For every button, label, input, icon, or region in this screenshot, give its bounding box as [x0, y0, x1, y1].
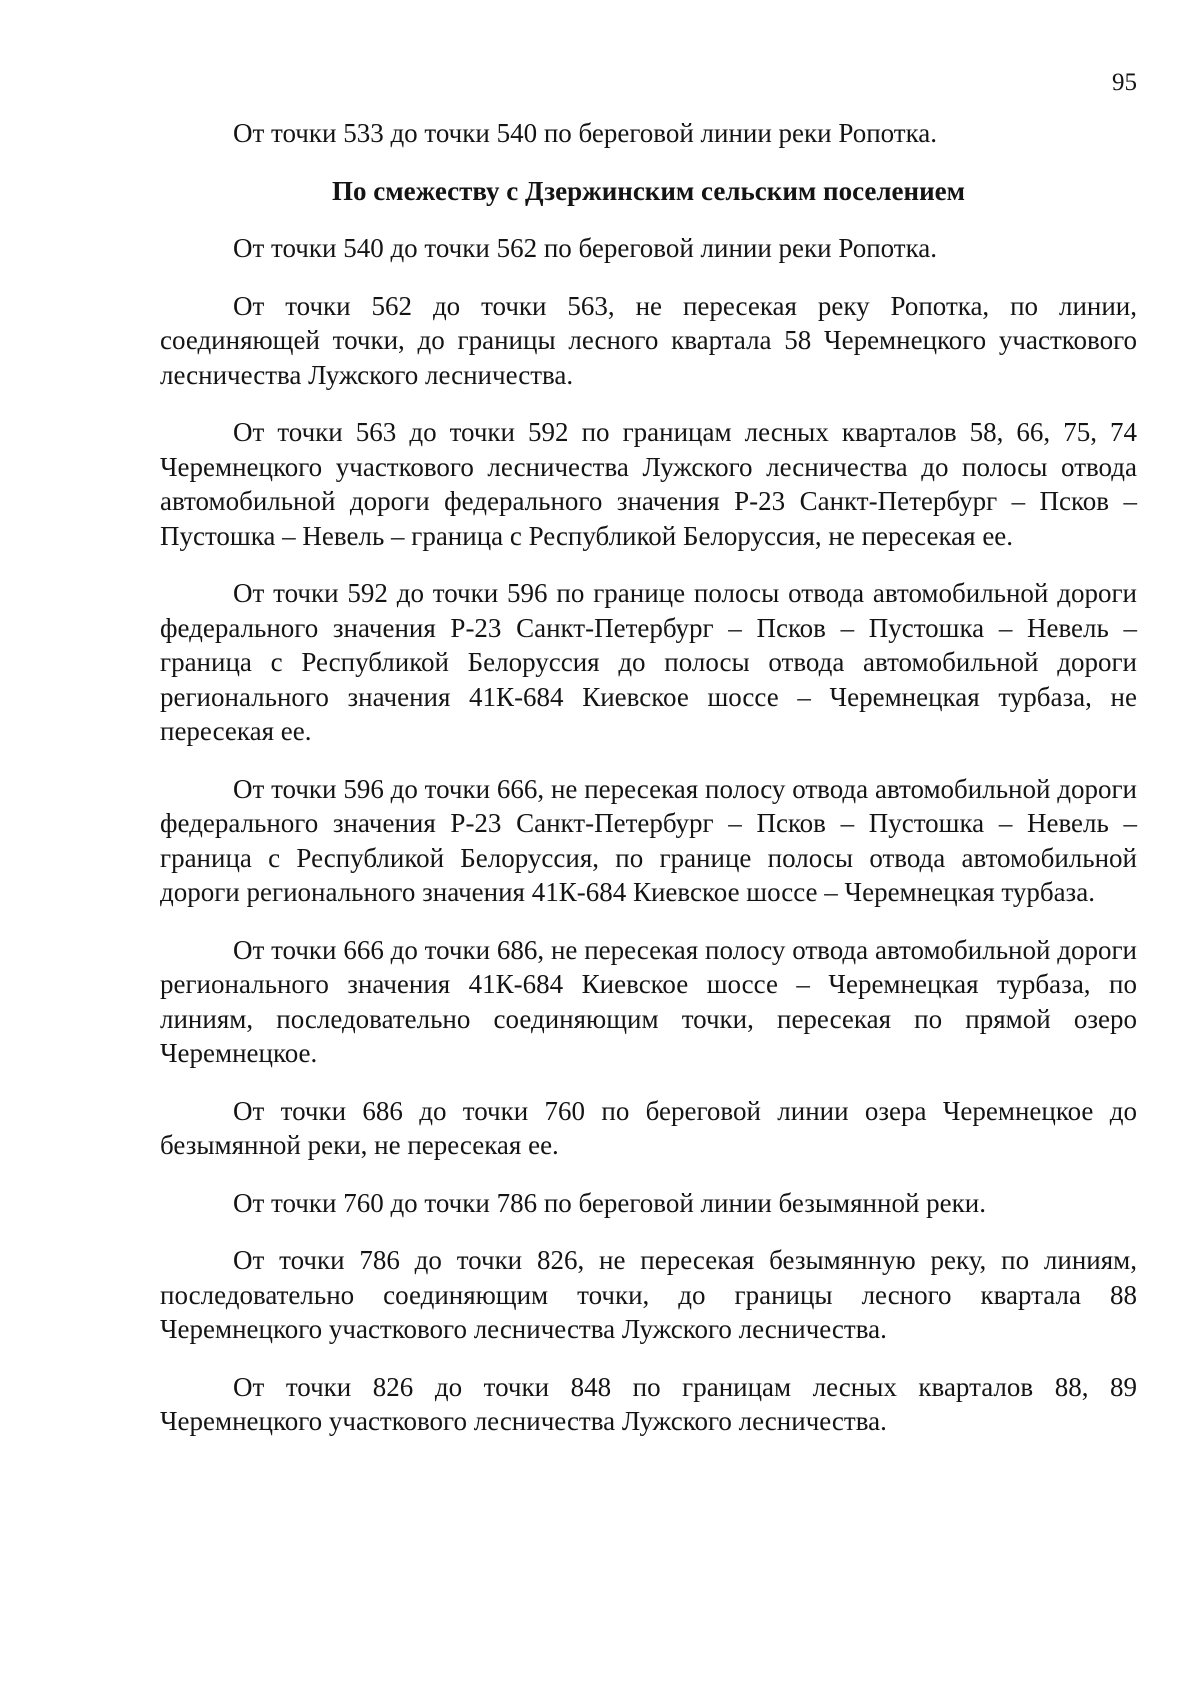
- page-number: 95: [1112, 69, 1137, 96]
- paragraph-2: От точки 540 до точки 562 по береговой линии реки Ропотка.: [233, 233, 938, 263]
- paragraph-9: От точки 760 до точки 786 по береговой линии безымянной реки.: [233, 1187, 986, 1218]
- paragraph-11: От точки 826 до точки 848 по границам лесных кварталов 88, 89 Черемнецкого участкового лесничества Лужского лесничества.: [160, 1371, 1137, 1436]
- paragraph-1: От точки 533 до точки 540 по береговой линии реки Ропотка.: [233, 118, 938, 148]
- paragraph-3: От точки 562 до точки 563, не пересекая реку Ропотка, по линии, соединяющей точки, до границы лесного квартала 58 Черемнецкого участкового лесничества Лужского лесничества.: [160, 290, 1137, 390]
- paragraph-6: От точки 596 до точки 666, не пересекая полосу отвода автомобильной дороги федерального значения Р-23 Санкт-Петербург – Псков – Пустошка – Невель – граница с Республикой Белоруссия, по границе полосы отвода автомобильной дороги регионального значения 41К-684 Киевское шоссе – Черемнецкая турбаза.: [160, 773, 1137, 907]
- document-body: [160, 116, 1137, 1462]
- paragraph-8: От точки 686 до точки 760 по береговой линии озера Черемнецкое до безымянной реки, не пересекая ее.: [160, 1095, 1137, 1160]
- section-heading: По смежеству с Дзержинским сельским поселением: [332, 175, 965, 206]
- paragraph-10: От точки 786 до точки 826, не пересекая безымянную реку, по линиям, последовательно соединяющим точки, до границы лесного квартала 88 Черемнецкого участкового лесничества Лужского лесничества.: [160, 1245, 1137, 1344]
- paragraph-7: От точки 666 до точки 686, не пересекая полосу отвода автомобильной дороги регионального значения 41К-684 Киевское шоссе – Черемнецкая турбаза, по линиям, последовательно соединяющим точки, пересекая по прямой озеро Черемнецкое.: [160, 934, 1137, 1068]
- paragraph-4: От точки 563 до точки 592 по границам лесных кварталов 58, 66, 75, 74 Черемнецкого участкового лесничества Лужского лесничества до полосы отвода автомобильной дороги федерального значения Р-23 Санкт-Петербург – Псков – Пустошка – Невель – граница с Республикой Белоруссия, не пересекая ее.: [160, 417, 1137, 551]
- paragraph-5: От точки 592 до точки 596 по границе полосы отвода автомобильной дороги федерального значения Р-23 Санкт-Петербург – Псков – Пустошка – Невель – граница с Республикой Белоруссия до полосы отвода автомобильной дороги регионального значения 41К-684 Киевское шоссе – Черемнецкая турбаза, не пересекая ее.: [160, 578, 1137, 746]
